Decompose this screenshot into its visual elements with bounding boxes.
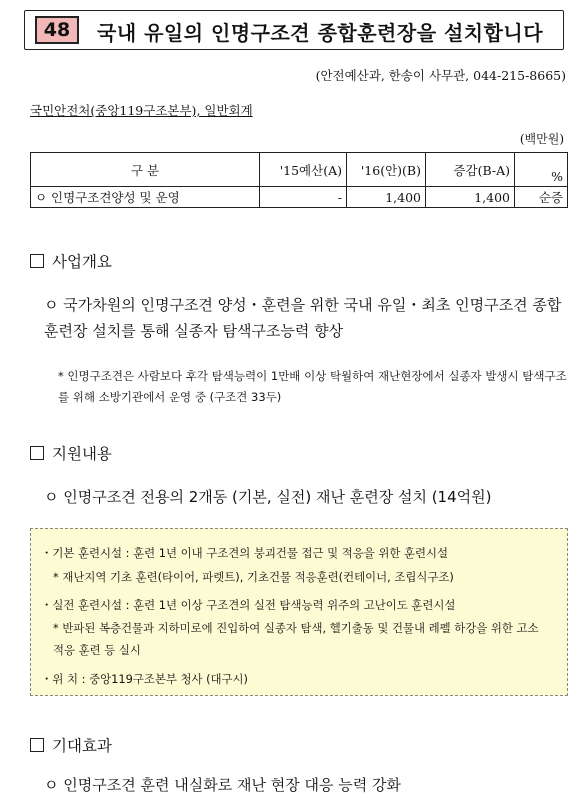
title-banner [24,10,564,50]
box-line-basic-facility: ・기본 훈련시설 : 훈련 1년 이내 구조견의 붕괴건물 접근 및 적응을 위한 훈련시설 [41,546,449,560]
budget-table [30,152,568,208]
overview-note [58,366,573,408]
box-line-location: ・위 치 : 중앙119구조본부 청사 (대구시) [41,672,249,686]
col-header-change: 증감(B-A) [426,153,515,187]
budget-account: 국민안전처(중앙119구조본부), 일반회계 [30,103,253,118]
checkbox-square-icon [30,738,44,752]
unit-label: (백만원) [519,132,564,146]
checkbox-square-icon [30,446,44,460]
table-cell: - [260,187,347,208]
section-heading-overview [30,250,112,272]
section-heading-effect [30,734,112,756]
overview-bullet: ㅇ 국가차원의 인명구조견 양성・훈련을 위한 국내 유일・최초 인명구조견 종합 훈련장 설치를 통해 실종자 탐색구조능력 향상 [44,296,562,340]
col-header-percent: % [515,153,568,187]
overview-note-text: 인명구조견은 사람보다 후각 탐색능력이 1만배 이상 탁월하여 재난현장에서 실종자 발생시 탐색구조를 위해 소방기관에서 운영 중 (구조견 33두) [58,369,567,404]
checkbox-square-icon [30,254,44,268]
col-header-2015-budget: '15예산(A) [260,153,347,187]
section-heading-text: 사업개요 [52,253,112,271]
page-title: 국내 유일의 인명구조견 종합훈련장을 설치합니다 [97,21,544,45]
item-number-badge: 48 [35,16,79,44]
col-header-2016-plan: '16(안)(B) [347,153,426,187]
table-cell: 1,400 [347,187,426,208]
box-line-practical-detail: * 반파된 복층건물과 지하미로에 진입하여 실종자 탐색, 헬기출동 및 건물내 레펠 하강을 위한 고소적응 훈련 등 실시 [53,621,539,657]
table-row [31,187,568,208]
section-heading-support [30,442,112,464]
asterisk-mark: * [58,369,64,383]
effect-bullet: ㅇ 인명구조견 훈련 내실화로 재난 현장 대응 능력 강화 [44,776,401,794]
col-header-category: 구 분 [31,153,260,187]
facility-details-box [30,528,568,696]
table-cell: ㅇ 인명구조견양성 및 운영 [31,187,260,208]
table-cell: 순증 [515,187,568,208]
table-header-row [31,153,568,187]
contact-info: (안전예산과, 한송이 사무관, 044-215-8665) [315,68,566,83]
support-bullet: ㅇ 인명구조견 전용의 2개동 (기본, 실전) 재난 훈련장 설치 (14억원) [44,488,492,506]
box-line-basic-detail: * 재난지역 기초 훈련(타이어, 파렛트), 기초건물 적응훈련(컨테이너, 조립식구조) [53,570,454,584]
section-heading-text: 기대효과 [52,737,112,755]
section-heading-text: 지원내용 [52,445,112,463]
table-cell: 1,400 [426,187,515,208]
box-line-practical-facility: ・실전 훈련시설 : 훈련 1년 이상 구조견의 실전 탐색능력 위주의 고난이도 훈련시설 [41,598,456,612]
